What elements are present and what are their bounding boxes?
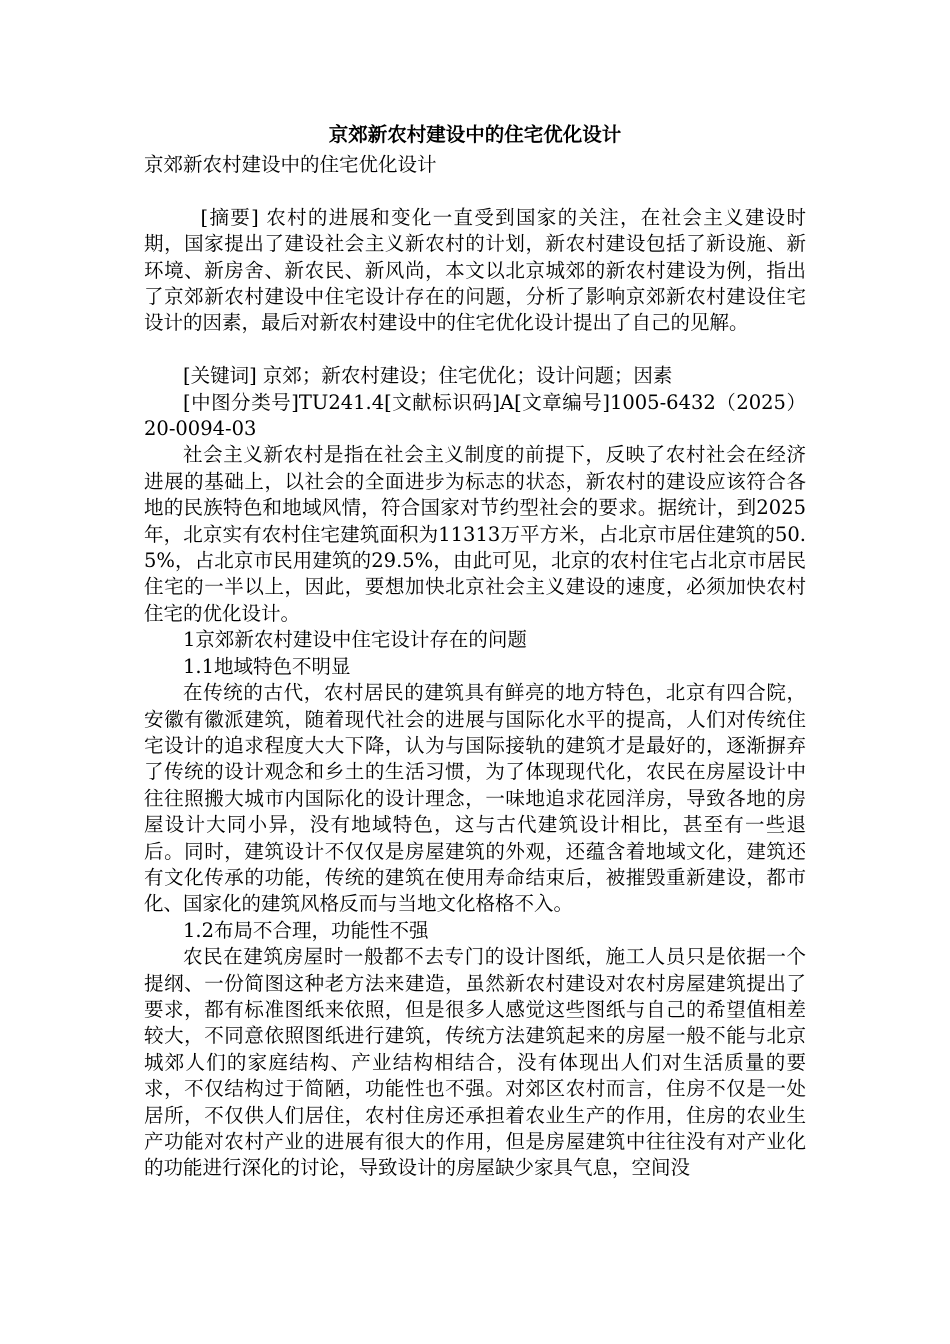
- classification-line: [中图分类号]TU241.4[文献标识码]A[文章编号]1005-6432（2025）20-0094-03: [144, 390, 806, 441]
- section-heading-1-2: 1.2布局不合理，功能性不强: [183, 918, 429, 942]
- document-title: 京郊新农村建设中的住宅优化设计: [328, 123, 622, 146]
- document-subtitle: 京郊新农村建设中的住宅优化设计: [144, 153, 437, 176]
- section-heading-1-1: 1.1地域特色不明显: [183, 654, 351, 678]
- section-heading-1: 1京郊新农村建设中住宅设计存在的问题: [183, 628, 527, 652]
- body-paragraph-1-1: 在传统的古代，农村居民的建筑具有鲜亮的地方特色，北京有四合院，安徽有徽派建筑，随着现代社会的进展与国际化水平的提高，人们对传统住宅设计的追求程度大大下降，认为与国际接轨的建筑才是最好的，逐渐摒弃了传统的设计观念和乡土的生活习惯，为了体现现代化，农民在房屋设计中往往照搬大城市内国际化的设计理念，一味地追求花园洋房，导致各地的房屋设计大同小异，没有地域特色，这与古代建筑设计相比，甚至有一些退后。同时，建筑设计不仅仅是房屋建筑的外观，还蕴含着地域文化，建筑还有文化传承的功能，传统的建筑在使用寿命结束后，被摧毁重新建设，都市化、国家化的建筑风格反而与当地文化格格不入。: [144, 681, 806, 916]
- keywords-line: [关键词] 京郊；新农村建设；住宅优化；设计问题；因素: [183, 364, 673, 388]
- blank-line: [144, 178, 806, 204]
- body-paragraph-1-2: 农民在建筑房屋时一般都不去专门的设计图纸，施工人员只是依据一个提纲、一份简图这种老方法来建造，虽然新农村建设对农村房屋建筑提出了要求，都有标准图纸来依照，但是很多人感觉这些图纸与自己的希望值相差较大，不同意依照图纸进行建筑，传统方法建筑起来的房屋一般不能与北京城郊人们的家庭结构、产业结构相结合，没有体现出人们对生活质量的要求，不仅结构过于简陋，功能性也不强。对郊区农村而言，住房不仅是一处居所，不仅供人们居住，农村住房还承担着农业生产的作用，住房的农业生产功能对农村产业的进展有很大的作用，但是房屋建筑中往往没有对产业化的功能进行深化的讨论，导致设计的房屋缺少家具气息，空间没: [144, 945, 806, 1180]
- abstract-paragraph: [摘要] 农村的进展和变化一直受到国家的关注，在社会主义建设时期，国家提出了建设社会主义新农村的计划，新农村建设包括了新设施、新环境、新房舍、新农民、新风尚，本文以北京城郊的新农村建设为例，指出了京郊新农村建设中住宅设计存在的问题，分析了影响京郊新农村建设住宅设计的因素，最后对新农村建设中的住宅优化设计提出了自己的见解。: [144, 205, 806, 335]
- document-page: [144, 118, 806, 1182]
- blank-line: [144, 337, 806, 363]
- intro-paragraph: 社会主义新农村是指在社会主义制度的前提下，反映了农村社会在经济进展的基础上，以社会的全面进步为标志的状态，新农村的建设应该符合各地的民族特色和地域风情，符合国家对节约型社会的要求。据统计，到2025年，北京实有农村住宅建筑面积为11313万平方米，占北京市居住建筑的50.5%，占北京市民用建筑的29.5%，由此可见，北京的农村住宅占北京市居民住宅的一半以上，因此，要想加快北京社会主义建设的速度，必须加快农村住宅的优化设计。: [144, 443, 806, 625]
